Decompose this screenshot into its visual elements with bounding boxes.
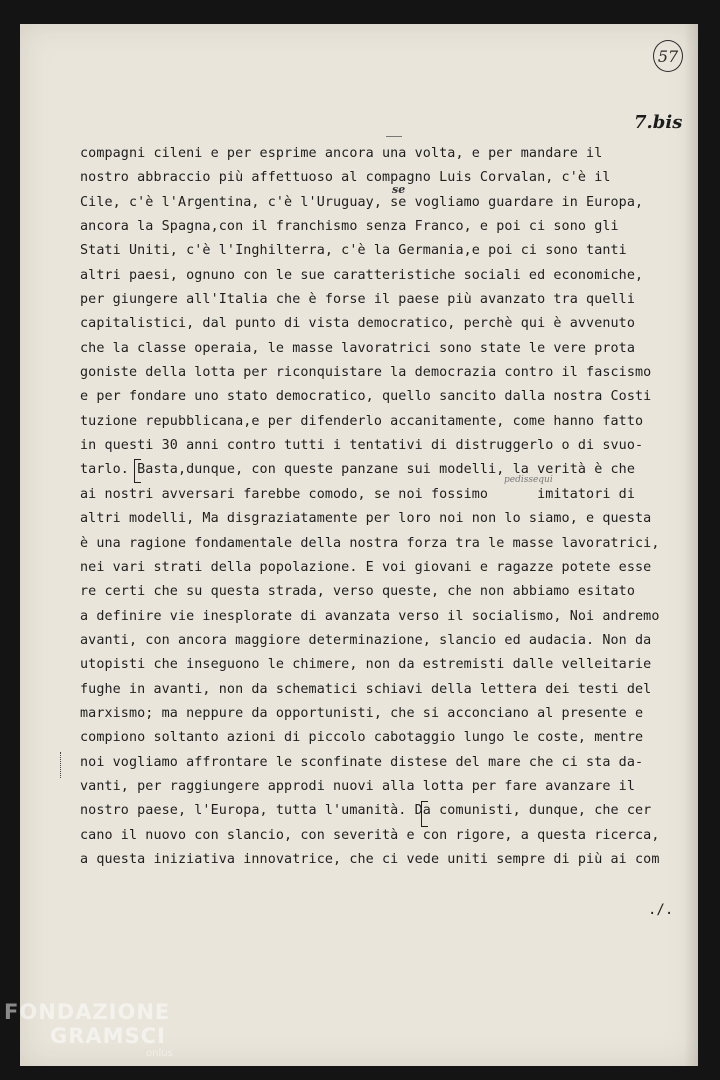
handwritten-page-mark: 7.bis (634, 112, 683, 133)
pencil-insertion: pedissequi (504, 475, 553, 485)
text-line: compagni cileni e per esprime ancora una volta, e per mandare il (80, 146, 603, 161)
text-line: goniste della lotta per riconquistare la democrazia contro il fascismo (80, 365, 652, 381)
text-line: tuzione repubblicana,e per difenderlo accanitamente, come hanno fatto (80, 413, 644, 429)
text-line: Stati Uniti, c'è l'Inghilterra, c'è la Germania,e poi ci sono tanti (80, 243, 627, 259)
text-line: ancora la Spagna,con il franchismo senza Franco, e poi ci sono gli (80, 219, 619, 235)
text-line: tarlo. Basta,dunque, con queste panzane sui modelli, la verità è che (80, 462, 636, 478)
text-line: cano il nuovo con slancio, con severità e con rigore, a questa ricerca, (80, 827, 660, 843)
watermark-line: onlus (146, 1048, 173, 1059)
text-line: marxismo; ma neppure da opportunisti, che si acconciano al presente e (80, 705, 644, 721)
text-line: capitalistici, dal punto di vista democratico, perchè qui è avvenuto (80, 316, 636, 332)
text-line: e per fondare uno stato democratico, quello sancito dalla nostra Costi (80, 389, 652, 405)
archive-page-number: 57 (653, 40, 683, 72)
continuation-mark: ./. (648, 902, 674, 918)
handwritten-bracket (421, 801, 428, 827)
text-line: nostro paese, l'Europa, tutta l'umanità. Da comunisti, dunque, che cer (80, 803, 652, 819)
text-line: Cile, c'è l'Argentina, c'è l'Uruguay, se vogliamo guardare in Europa, (80, 194, 644, 210)
text-line: compiono soltanto azioni di piccolo cabotaggio lungo le coste, mentre (80, 730, 644, 746)
margin-mark (60, 752, 63, 778)
text-line: in questi 30 anni contro tutti i tentativi di distruggerlo o di svuo- (80, 438, 644, 454)
text-line: nostro abbraccio più affettuoso al compagno Luis Corvalan, c'è il (80, 170, 611, 186)
text-line: ai nostri avversari farebbe comodo, se noi fossimo imitatori di (80, 486, 636, 502)
handwritten-insertion: se (392, 183, 406, 196)
text-line: fughe in avanti, non da schematici schiavi della lettera dei testi del (80, 681, 652, 697)
text-line: altri modelli, Ma disgraziatamente per loro noi non lo siamo, e questa (80, 511, 652, 527)
text-line: a questa iniziativa innovatrice, che ci vede uniti sempre di più ai com (80, 851, 660, 867)
text-line: avanti, con ancora maggiore determinazione, slancio ed audacia. Non da (80, 632, 652, 648)
watermark-line: FONDAZIONE (4, 1000, 171, 1024)
text-line: a definire vie inesplorate di avanzata verso il socialismo, Noi andremo (80, 608, 660, 624)
typed-text-body (80, 142, 680, 872)
text-line: utopisti che inseguono le chimere, non da estremisti dalle velleitarie (80, 657, 652, 673)
text-line: noi vogliamo affrontare le sconfinate distese del mare che ci sta da- (80, 754, 644, 770)
text-line: che la classe operaia, le masse lavoratrici sono state le vere prota (80, 340, 636, 356)
text-line: nei vari strati della popolazione. E voi giovani e ragazze potete esse (80, 559, 652, 575)
pencil-tick-mark (386, 136, 402, 137)
text-line: altri paesi, ognuno con le sue caratteristiche sociali ed economiche, (80, 267, 644, 283)
text-line: vanti, per raggiungere approdi nuovi alla lotta per fare avanzare il (80, 778, 636, 794)
text-line: per giungere all'Italia che è forse il paese più avanzato tra quelli (80, 292, 636, 308)
text-line: è una ragione fondamentale della nostra forza tra le masse lavoratrici, (80, 535, 660, 551)
handwritten-bracket (134, 459, 141, 483)
text-line: re certi che su questa strada, verso queste, che non abbiamo esitato (80, 584, 636, 600)
watermark-line: GRAMSCI (50, 1024, 166, 1048)
archive-watermark (4, 1000, 173, 1060)
